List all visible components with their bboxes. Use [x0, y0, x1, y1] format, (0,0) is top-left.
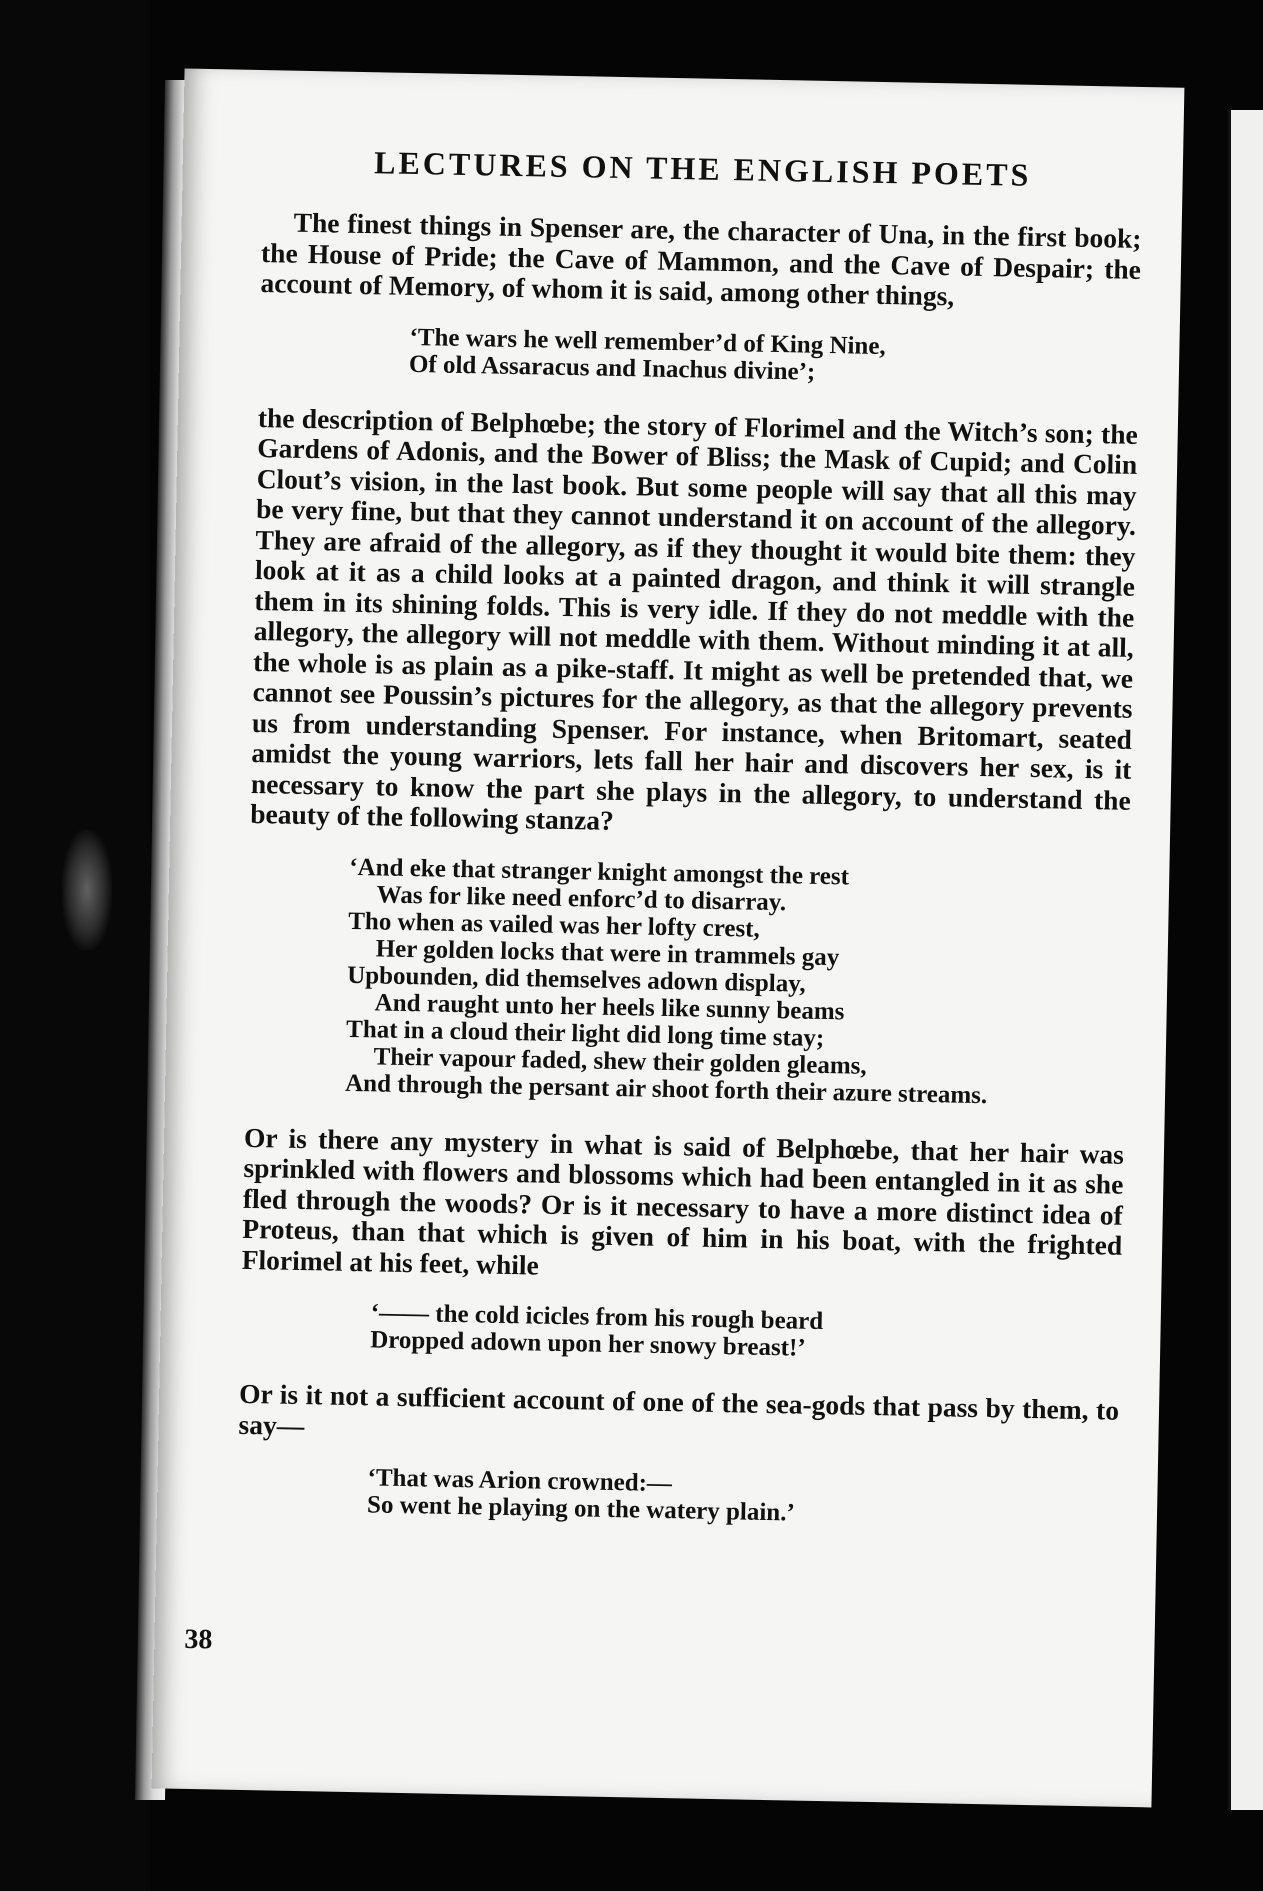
verse-line: Her golden locks that were in trammels gay: [375, 934, 840, 971]
page-number: 38: [184, 1623, 213, 1656]
paragraph-3: Or is there any mystery in what is said of Belphœbe, that her hair was sprinkled with flowers and blossoms which had been entangled in it as she fled through the woods? Or is it necessary to have a more distinct idea of Proteus, than that which is given of him in his boat, with the frighted Florimel at his feet, while: [241, 1121, 1125, 1281]
book-page: [152, 69, 1185, 1808]
quote-proteus: [240, 1297, 1121, 1368]
running-head: LECTURES ON THE ENGLISH POETS: [373, 144, 1032, 193]
verse-line: And through the persant air shoot forth their azure streams.: [344, 1069, 988, 1109]
verse-line: ‘That was Arion crowned:—: [367, 1464, 673, 1498]
verse-line: ‘The wars he well remember’d of King Nine,: [409, 323, 886, 360]
paragraph-1: The finest things in Spenser are, the character of Una, in the first book; the House of Pride; the Cave of Mammon, and the Cave of Despair; the account of Memory, of whom it is said, among other things,: [260, 206, 1142, 312]
page-smudge: [62, 830, 112, 950]
stanza-britomart: [245, 851, 1130, 1111]
verse-line: And raught unto her heels like sunny beams: [374, 988, 845, 1025]
quote-arion: [237, 1462, 1118, 1533]
verse-line: Was for like need enforc’d to disarray.: [376, 880, 787, 916]
right-gutter: [1188, 0, 1228, 1891]
paragraph-2: the description of Belphœbe; the story of Florimel and the Witch’s son; the Gardens of Adonis, and the Bower of Bliss; the Mask of Cupid; and Colin Clout’s vision, in the last book. But some people will say that all this may be very fine, but that they cannot understand it on account of the allegory. They are afraid of the allegory, as if they thought it would bite them: they look at it as a child looks at a painted dragon, and think it will strangle them in its shining folds. This is very idle. If they do not meddle with the allegory, the allegory will not meddle with them. Without minding it at all, the whole is as plain as a pike-staff. It might as well be pretended that, we cannot see Poussin’s pictures for the allegory, as that the allegory prevents us from understanding Spenser. For instance, when Britomart, seated amidst the young warriors, lets fall her hair and discovers her sex, is it necessary to know the part she plays in the allegory, to understand the beauty of the following stanza?: [250, 401, 1139, 836]
verse-line: Dropped adown upon her snowy breast!’: [369, 1326, 806, 1362]
verse-line: So went he playing on the watery plain.’: [366, 1491, 796, 1527]
verse-line: Of old Assaracus and Inachus divine’;: [408, 350, 816, 386]
verse-line: Their vapour faded, shew their golden gleams,: [373, 1042, 867, 1080]
paragraph-4: Or is it not a sufficient account of one of the sea-gods that pass by them, to say—: [238, 1377, 1120, 1441]
facing-page-edge: [1228, 110, 1263, 1810]
verse-line: Upbounden, did themselves adown display,: [346, 961, 806, 998]
verse-line: ‘And eke that stranger knight amongst the rest: [349, 853, 850, 890]
verse-line: That in a cloud their light did long time stay;: [345, 1015, 825, 1052]
verse-line: ‘—— the cold icicles from his rough beard: [370, 1299, 824, 1336]
page-content: [236, 142, 1143, 1561]
quote-king-nine: [259, 321, 1140, 392]
verse-line: Tho when as vailed was her lofty crest,: [348, 907, 761, 943]
